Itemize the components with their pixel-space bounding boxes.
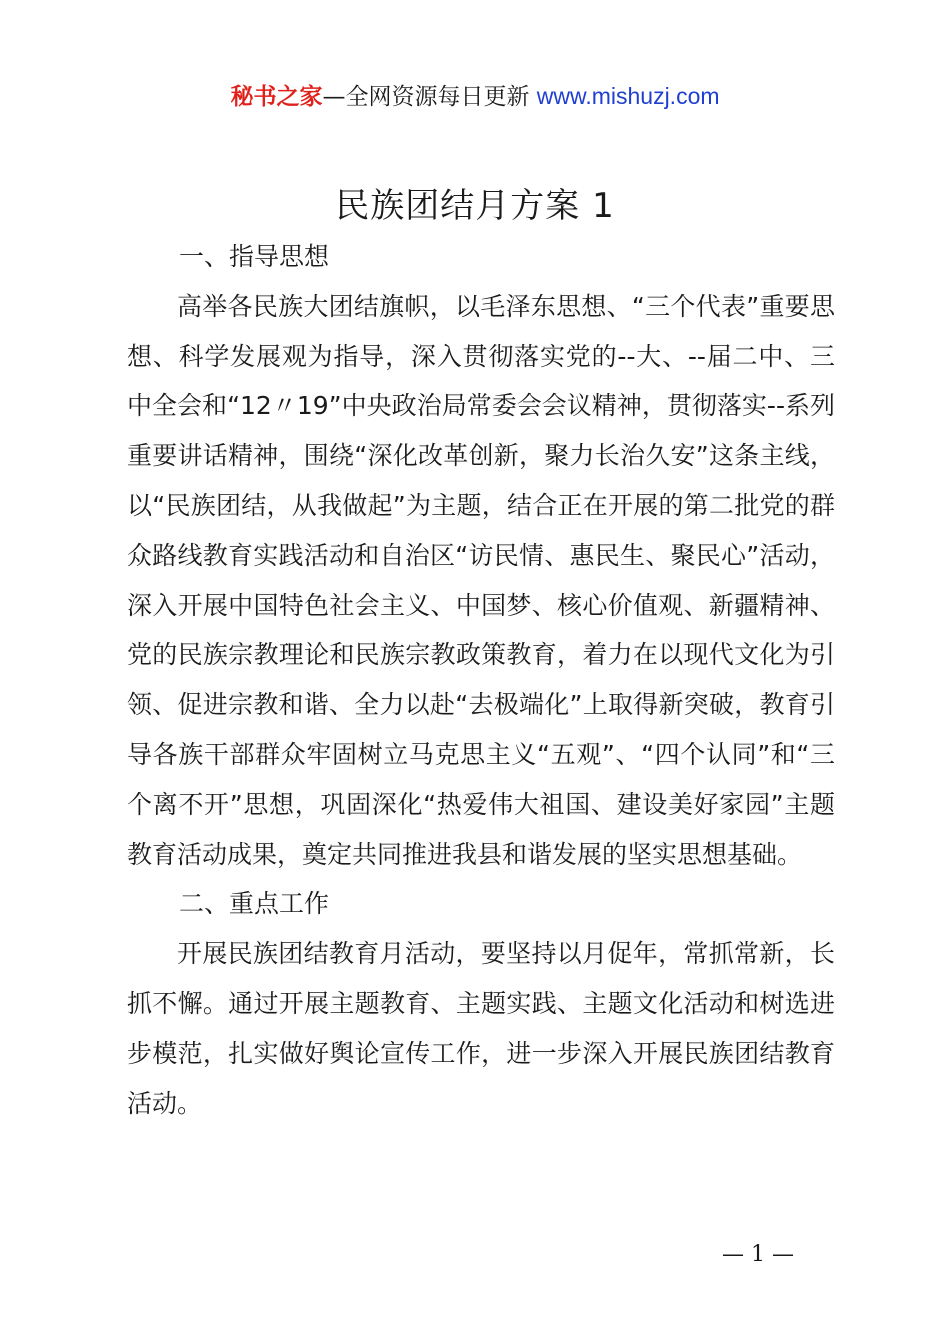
section-paragraph-guiding-ideology: 高举各民族大团结旗帜，以毛泽东思想、“三个代表”重要思想、科学发展观为指导，深入贯彻落实党的--大、--届二中、三中全会和“12〃19”中央政治局常委会会议精神，贯彻落实--系列重要讲话精神，围绕“深化改革创新，聚力长治久安”这条主线，以“民族团结，从我做起”为主题，结合正在开展的第二批党的群众路线教育实践活动和自治区“访民情、惠民生、聚民心”活动，深入开展中国特色社会主义、中国梦、核心价值观、新疆精神、党的民族宗教理论和民族宗教政策教育，着力在以现代文化为引领、促进宗教和谐、全力以赴“去极端化”上取得新突破，教育引导各族干部群众牢固树立马克思主义“五观”、“四个认同”和“三个离不开”思想，巩固深化“热爱伟大祖国、建设美好家园”主题教育活动成果，奠定共同推进我县和谐发展的坚实思想基础。 <box>127 291 835 869</box>
site-header <box>0 80 950 113</box>
section-heading-guiding-ideology: 一、指导思想 <box>179 242 330 271</box>
header-tagline: —全网资源每日更新 <box>322 84 537 110</box>
brand-name: 秘书之家 <box>230 84 323 110</box>
section-paragraph-key-work: 开展民族团结教育月活动，要坚持以月促年，常抓常新，长抓不懈。通过开展主题教育、主题实践、主题文化活动和树选进步模范，扎实做好舆论宣传工作，进一步深入开展民族团结教育活动。 <box>127 939 835 1118</box>
page-number: — 1 — <box>722 1242 794 1267</box>
document-body <box>127 232 835 1128</box>
section-heading-key-work: 二、重点工作 <box>179 889 330 919</box>
document-title: 民族团结月方案 1 <box>335 186 615 226</box>
site-url[interactable]: www.mishuzj.com <box>536 83 720 109</box>
